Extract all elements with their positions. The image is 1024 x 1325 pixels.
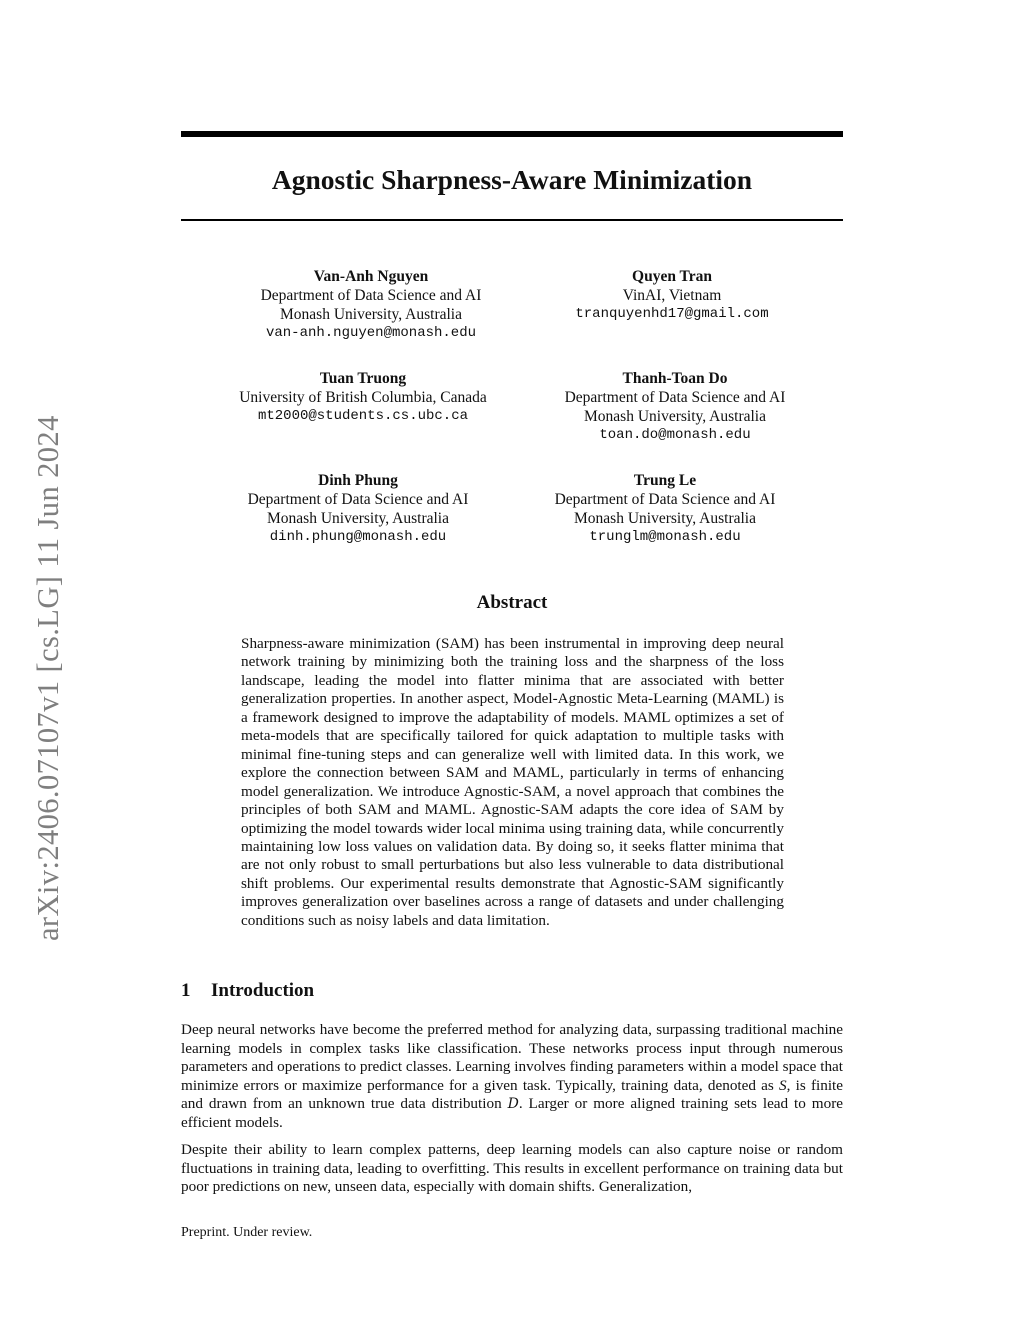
author-affiliation: Department of Data Science and AI — [247, 491, 469, 508]
body-paragraph — [181, 1021, 843, 1132]
author-email[interactable]: van-anh.nguyen@monash.edu — [265, 325, 477, 341]
section-heading — [181, 979, 843, 1003]
page-footer: Preprint. Under review. — [181, 1225, 313, 1240]
author-affiliation: Monash University, Australia — [267, 510, 449, 527]
abstract-heading: Abstract — [476, 592, 548, 613]
author-name: Van-Anh Nguyen — [313, 268, 429, 285]
author-name: Thanh-Toan Do — [622, 370, 728, 387]
author-block — [193, 471, 523, 547]
author-email[interactable]: trunglm@monash.edu — [589, 529, 741, 545]
author-email[interactable]: mt2000@students.cs.ubc.ca — [257, 408, 469, 424]
abstract-text: Sharpness-aware minimization (SAM) has been instrumental in improving deep neural network training by minimizing both the training loss and the sharpness of the loss landscape, leading the model into flatter minima that are associated with better generalization properties. In another aspect, Model-Agnostic Meta-Learning (MAML) is a framework designed to improve the adaptability of models. MAML optimizes a set of meta-models that are specifically tailored for quick adaptation to multiple tasks with minimal fine-tuning steps and can generalize well with limited data. In this work, we explore the connection between SAM and MAML, particularly in terms of enhancing model generalization. We introduce Agnostic-SAM, a novel approach that combines the principles of both SAM and MAML. Agnostic-SAM adapts the core idea of SAM by optimizing the model towards wider local minima using training data, while concurrently maintaining low loss values on validation data. By doing so, it seeks flatter minima that are not only robust to small perturbations but also less vulnerable to data distributional shift problems. Our experimental results demonstrate that Agnostic-SAM significantly improves generalization over baselines across a range of datasets and under challenging conditions such as noisy labels and data limitation. — [241, 635, 784, 929]
math-symbol-distribution: D — [507, 1096, 519, 1112]
author-email[interactable]: dinh.phung@monash.edu — [269, 529, 447, 545]
body-paragraph: Despite their ability to learn complex patterns, deep learning models can also capture noise or random fluctuations in training data, leading to overfitting. This results in excellent performance on training data but poor predictions on new, unseen data, especially with domain shifts. Generalization, — [181, 1141, 843, 1195]
author-affiliation: Department of Data Science and AI — [564, 389, 786, 406]
author-name: Tuan Truong — [319, 370, 407, 387]
paragraph-text: . Larger or more aligned training sets lead to more efficient models. — [181, 1095, 843, 1131]
author-affiliation: University of British Columbia, Canada — [239, 389, 487, 406]
author-name: Quyen Tran — [632, 268, 712, 285]
section-title: Introduction — [211, 980, 315, 1001]
author-name: Trung Le — [633, 472, 697, 489]
arxiv-identifier-stamp: arXiv:2406.07107v1 [cs.LG] 11 Jun 2024 — [31, 415, 65, 941]
paragraph-text: , is finite and drawn from an unknown true data distribution — [181, 1076, 844, 1112]
author-block — [507, 267, 837, 324]
title-top-rule — [181, 131, 843, 137]
author-email[interactable]: toan.do@monash.edu — [599, 427, 751, 443]
author-affiliation: Monash University, Australia — [280, 306, 462, 323]
math-symbol-training-set: S — [779, 1076, 787, 1094]
author-affiliation: Department of Data Science and AI — [554, 491, 776, 508]
paragraph-text: Deep neural networks have become the preferred method for analyzing data, surpassing traditional machine learning models in complex tasks like classification. These networks process input through numerous parameters and operations to predict classes. Learning involves finding parameters within a model space that minimize errors or maximize performance for a given task. Typically, training data, denoted as — [181, 1021, 843, 1094]
author-name: Dinh Phung — [318, 472, 398, 489]
author-email[interactable]: tranquyenhd17@gmail.com — [575, 306, 769, 322]
title-bottom-rule — [181, 219, 843, 221]
author-block — [510, 369, 840, 445]
author-affiliation: Monash University, Australia — [584, 408, 766, 425]
author-affiliation: VinAI, Vietnam — [622, 287, 722, 304]
paper-title: Agnostic Sharpness-Aware Minimization — [271, 164, 753, 195]
section-number: 1 — [181, 980, 191, 1001]
author-block — [206, 267, 536, 343]
author-affiliation: Monash University, Australia — [574, 510, 756, 527]
author-block — [500, 471, 830, 547]
author-block — [198, 369, 528, 426]
author-affiliation: Department of Data Science and AI — [260, 287, 482, 304]
